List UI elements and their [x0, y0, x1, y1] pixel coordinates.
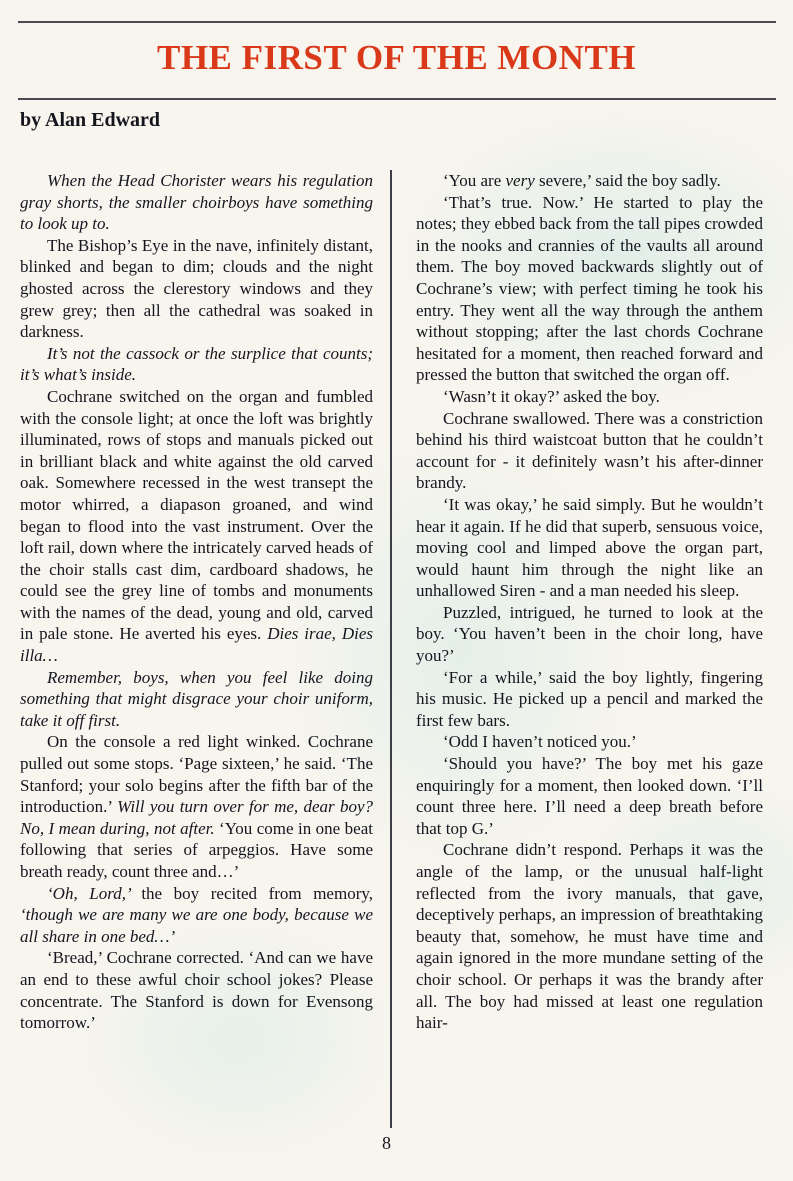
paragraph: [416, 753, 763, 839]
paragraph: [416, 731, 763, 753]
text-segment: ‘Oh, Lord,’: [47, 883, 142, 903]
header-rule-bottom: [18, 98, 776, 100]
article-title: THE FIRST OF THE MONTH: [156, 38, 637, 77]
paragraph: [20, 883, 373, 948]
paragraph: [20, 170, 373, 235]
text-segment: ‘You are: [443, 171, 506, 190]
paragraph: [416, 192, 763, 386]
paragraph: [416, 408, 763, 494]
text-segment: ‘That’s true. Now.’ He started to play the notes; they ebbed back from the tall pipes crowded in the nooks and crannies of the vaults all around them. The boy moved backwards slightly out of Cochrane’s view; with perfect timing he took his entry. They went all the way through the anthem without stopping; after the last chords Cochrane hesitated for a moment, then reached forward and pressed the button that switched the organ off.: [416, 192, 763, 385]
paragraph: [20, 386, 373, 667]
header-rule-top: [18, 21, 776, 23]
text-segment: Puzzled, intrigued, he turned to look at the boy. ‘You haven’t been in the choir long, have you?’: [416, 602, 763, 666]
column-divider: [390, 170, 392, 1128]
text-segment: Will you turn over for me, dear boy? No, I mean during, not after.: [20, 797, 374, 838]
text-segment: ‘though we are many we are one body, because we all share in one bed…’: [20, 905, 373, 946]
text-segment: ‘You come in one beat following that series of arpeggios. Have some breath ready, count three and…’: [20, 818, 373, 881]
byline: by Alan Edward: [20, 109, 161, 131]
text-segment: ‘It was okay,’ he said simply. But he wouldn’t hear it again. If he did that superb, sensuous voice, moving cool and limped above the organ part, would haunt him through the night like an unhallowed Siren - and a man needed his sleep.: [416, 494, 763, 601]
paragraph: [416, 839, 763, 1033]
paragraph: [416, 602, 763, 667]
text-segment: Cochrane didn’t respond. Perhaps it was the angle of the lamp, or the unusual half-light reflected from the ivory manuals, that gave, deceptively perhaps, an impression of breathtaking beauty that, somehow, he must have time and again ignored in the more mundane setting of the choir school. Or perhaps it was the brandy after all. The boy had missed at least one regulation hair-: [416, 840, 763, 1033]
paragraph: [20, 667, 373, 732]
page-number: 8: [382, 1133, 391, 1153]
text-segment: Cochrane switched on the organ and fumbled with the console light; at once the loft was brightly illuminated, rows of stops and manuals picked out in brilliant black and white against the old carved oak. Somewhere recessed in the west transept the motor whirred, a diapason groaned, and wind began to flood into the vast instrument. Over the loft rail, down where the intricately carved heads of the choir stalls cast dim, cardboard shadows, he could see the grey line of tombs and monuments with the names of the dead, young and old, carved in pale stone. He averted his eyes.: [20, 386, 373, 644]
paragraph: [416, 667, 763, 732]
text-segment: Cochrane swallowed. There was a constriction behind his third waistcoat button that he couldn’t account for - it definitely wasn’t his after-dinner brandy.: [416, 408, 763, 493]
text-segment: the boy recited from memory,: [141, 883, 374, 903]
text-segment: ‘For a while,’ said the boy lightly, fingering his music. He picked up a pencil and marked the first few bars.: [416, 667, 763, 730]
paragraph: [20, 343, 373, 386]
paragraph: [20, 947, 373, 1033]
paragraph: [20, 235, 373, 343]
paragraph: [416, 494, 763, 602]
paragraph: [416, 170, 763, 192]
paragraph: [20, 731, 373, 882]
text-segment: ‘Bread,’ Cochrane corrected. ‘And can we have an end to these awful choir school jokes? Please concentrate. The Stanford is down for Evensong tomorrow.’: [20, 948, 373, 1033]
text-segment: ‘Wasn’t it okay?’ asked the boy.: [443, 386, 660, 406]
text-segment: very: [505, 171, 535, 190]
article-columns: [20, 170, 763, 1128]
paragraph: [416, 386, 763, 408]
text-segment: It’s not the cassock or the surplice that counts; it’s what’s inside.: [20, 343, 373, 385]
text-segment: When the Head Chorister wears his regulation gray shorts, the smaller choirboys have something to look up to.: [20, 171, 373, 234]
text-segment: severe,’ said the boy sadly.: [534, 171, 721, 190]
text-segment: Remember, boys, when you feel like doing something that might disgrace your choir uniform, take it off first.: [20, 667, 373, 730]
text-segment: ‘Odd I haven’t noticed you.’: [443, 732, 637, 752]
right-column: [416, 170, 763, 1034]
text-segment: Dies irae, Dies illa…: [20, 624, 373, 666]
left-column: [20, 170, 373, 1034]
text-segment: The Bishop’s Eye in the nave, infinitely distant, blinked and began to dim; clouds and the night ghosted across the clerestory windows and they grew grey; then all the cathedral was soaked in darkness.: [20, 235, 373, 342]
text-segment: On the console a red light winked. Cochrane pulled out some stops. ‘Page sixteen,’ he said. ‘The Stanford; your solo begins after the fifth bar of the introduction.’: [20, 732, 373, 817]
text-segment: ‘Should you have?’ The boy met his gaze enquiringly for a moment, then looked down. ‘I’ll count three here. I’ll need a deep breath before that top G.’: [416, 754, 763, 838]
